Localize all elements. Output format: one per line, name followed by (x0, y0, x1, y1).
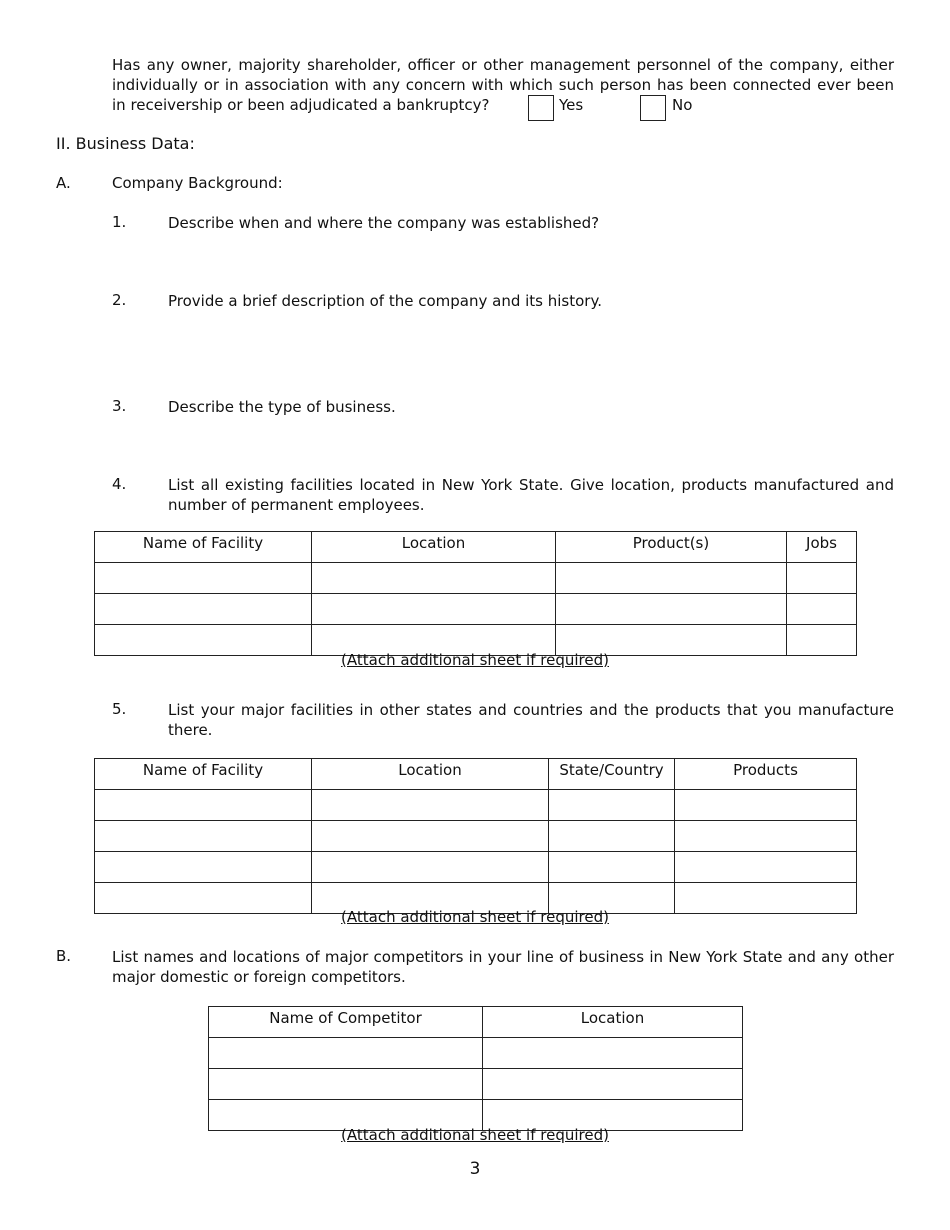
table-header-row (95, 532, 857, 563)
table-cell[interactable] (95, 594, 312, 625)
section-a-letter: A. (56, 174, 71, 192)
table-cell[interactable] (312, 594, 556, 625)
question-number: 3. (112, 397, 127, 415)
table-header-row (209, 1007, 743, 1038)
table-cell[interactable] (95, 790, 312, 821)
column-header: Products (675, 759, 857, 790)
attach-note: (Attach additional sheet if required) (341, 908, 609, 926)
table-row (95, 594, 857, 625)
table-cell[interactable] (787, 563, 857, 594)
table-cell[interactable] (675, 852, 857, 883)
yes-label: Yes (559, 96, 584, 114)
table-cell[interactable] (312, 563, 556, 594)
no-checkbox[interactable] (640, 95, 666, 121)
table-cell[interactable] (549, 852, 675, 883)
table-cell[interactable] (95, 821, 312, 852)
receivership-question: Has any owner, majority shareholder, officer or other management personnel of the company, either individually or in association with any concern with which such person has been connected ever been in receivership or been adjudicated a bankruptcy? (112, 56, 894, 114)
question-number: 5. (112, 700, 127, 718)
column-header: Jobs (787, 532, 857, 563)
question-text: Provide a brief description of the company and its history. (168, 292, 602, 310)
table-cell[interactable] (312, 852, 549, 883)
table-cell[interactable] (312, 821, 549, 852)
table-cell[interactable] (95, 563, 312, 594)
competitors-table (208, 1006, 743, 1131)
section-a-title: Company Background: (112, 174, 283, 192)
question-text: List all existing facilities located in New York State. Give location, products manufactured and number of permanent employees. (168, 476, 894, 514)
column-header: Location (483, 1007, 743, 1038)
section-b-text: List names and locations of major competitors in your line of business in New York State and any other major domestic or foreign competitors. (112, 948, 894, 986)
column-header: Location (312, 532, 556, 563)
table-cell[interactable] (549, 821, 675, 852)
table-cell[interactable] (483, 1038, 743, 1069)
question-number: 1. (112, 213, 127, 231)
attach-note: (Attach additional sheet if required) (341, 1126, 609, 1144)
table-cell[interactable] (95, 852, 312, 883)
column-header: Name of Facility (95, 532, 312, 563)
attach-note: (Attach additional sheet if required) (341, 651, 609, 669)
table-cell[interactable] (556, 563, 787, 594)
section-title: II. Business Data: (56, 134, 195, 153)
question-text: Describe the type of business. (168, 398, 396, 416)
question-number: 2. (112, 291, 127, 309)
table-row (95, 790, 857, 821)
table-cell[interactable] (675, 821, 857, 852)
page-number: 3 (469, 1159, 481, 1179)
section-b-letter: B. (56, 947, 72, 965)
question-text: List your major facilities in other states and countries and the products that you manufacture there. (168, 701, 894, 739)
table-row (95, 563, 857, 594)
table-cell[interactable] (483, 1069, 743, 1100)
table-row (95, 821, 857, 852)
table-cell[interactable] (312, 790, 549, 821)
table-row (95, 852, 857, 883)
question-number: 4. (112, 475, 127, 493)
table-cell[interactable] (209, 1069, 483, 1100)
column-header: Name of Competitor (209, 1007, 483, 1038)
column-header: State/Country (549, 759, 675, 790)
column-header: Product(s) (556, 532, 787, 563)
column-header: Location (312, 759, 549, 790)
table-cell[interactable] (209, 1038, 483, 1069)
table-cell[interactable] (787, 594, 857, 625)
table-header-row (95, 759, 857, 790)
other-facilities-table (94, 758, 857, 914)
table-cell[interactable] (556, 594, 787, 625)
table-row (209, 1069, 743, 1100)
no-label: No (672, 96, 693, 114)
ny-facilities-table (94, 531, 857, 656)
yes-checkbox[interactable] (528, 95, 554, 121)
question-text: Describe when and where the company was established? (168, 214, 600, 232)
table-cell[interactable] (675, 790, 857, 821)
table-cell[interactable] (549, 790, 675, 821)
column-header: Name of Facility (95, 759, 312, 790)
table-row (209, 1038, 743, 1069)
